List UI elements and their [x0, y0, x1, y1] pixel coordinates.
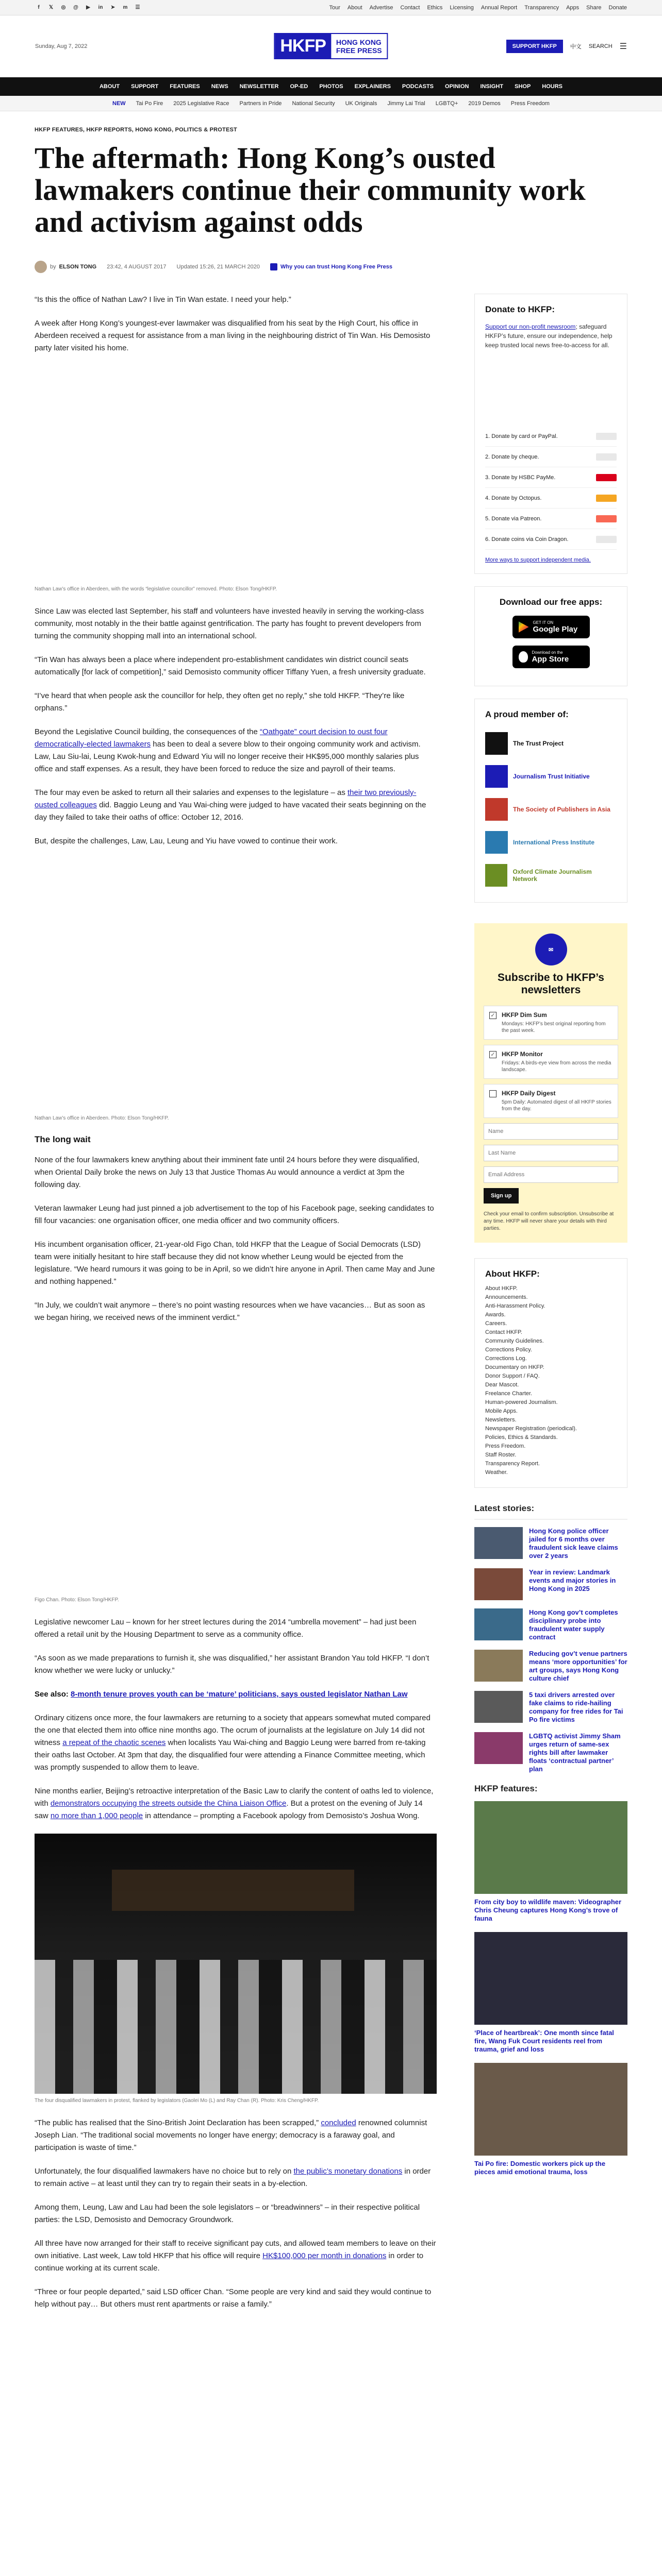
paragraph: Among them, Leung, Law and Lau had been the sole legislators – or “breadwinners” – in their respective political parties: the LSD, Demosisto and Democracy Groundwork.	[35, 2203, 420, 2224]
google-play-button[interactable]: GET IT ON Google Play	[512, 616, 590, 638]
see-also-link[interactable]: 8-month tenure proves youth can be ‘mature’ politicians, says ousted legislator Nathan Law	[71, 1690, 408, 1699]
hk100000-link[interactable]: HK$100,000 per month in donations	[262, 2251, 387, 2260]
about-link[interactable]: Announcements.	[485, 1294, 528, 1300]
logo-line1: HONG KONG	[336, 38, 382, 46]
nav-item[interactable]: EXPLAINERS	[354, 83, 391, 90]
story-title: Reducing gov’t venue partners means ‘more opportunities’ for art groups, says Hong Kong culture chief	[529, 1650, 627, 1682]
article-categories[interactable]: HKFP FEATURES, HKFP REPORTS, HONG KONG, POLITICS & PROTEST	[35, 127, 237, 133]
top-link[interactable]: Licensing	[450, 4, 474, 11]
donate-title: Donate to HKFP:	[485, 304, 555, 314]
trust-icon	[270, 263, 277, 270]
story-thumbnail	[474, 1568, 523, 1600]
newsletter-option[interactable]	[484, 1045, 618, 1079]
donations-link[interactable]: the public’s monetary donations	[293, 2167, 403, 2176]
about-link[interactable]: Human-powered Journalism.	[485, 1399, 558, 1405]
story-title: LGBTQ activist Jimmy Sham urges return of same-sex rights bill after lawmaker floats ‘contractual partner’ plan	[529, 1732, 621, 1773]
published-date: 23:42, 4 AUGUST 2017	[107, 264, 167, 270]
donate-option[interactable]	[485, 509, 617, 529]
ousted-colleagues-link[interactable]: their two previously-ousted colleagues	[35, 788, 417, 809]
trending-link[interactable]: Partners in Pride	[239, 100, 282, 107]
donate-option[interactable]	[485, 488, 617, 509]
article-image-figo-chan	[35, 1335, 437, 1593]
instagram-icon[interactable]: ◎	[61, 5, 66, 10]
payment-icon	[596, 515, 617, 522]
payment-icon	[596, 453, 617, 461]
about-link[interactable]: Mobile Apps.	[485, 1408, 518, 1414]
image-caption: Nathan Law’s office in Aberdeen. Photo: Elson Tong/HKFP.	[35, 1115, 169, 1121]
about-link[interactable]: Press Freedom.	[485, 1443, 526, 1449]
story-thumbnail	[474, 1527, 523, 1559]
top-link[interactable]: Annual Report	[481, 4, 518, 11]
donate-option[interactable]	[485, 447, 617, 467]
apple-icon	[519, 651, 528, 663]
email-input[interactable]	[484, 1166, 618, 1183]
about-link[interactable]: Freelance Charter.	[485, 1391, 533, 1397]
paragraph: “As soon as we made preparations to furnish it, she was disqualified,” her assistant Brandon Yau told HKFP. “I don’t know whether we were lucky or unlucky.”	[35, 1654, 429, 1675]
feature-title[interactable]: ‘Place of heartbreak’: One month since fatal fire, Wang Fuk Court residents reel from trauma, grief and loss	[474, 2029, 614, 2053]
logo-mark: HKFP	[275, 34, 331, 58]
member-item[interactable]	[485, 727, 617, 760]
nav-item[interactable]: PHOTOS	[319, 83, 343, 90]
search-button[interactable]: SEARCH	[588, 43, 613, 49]
linkedin-icon[interactable]: in	[98, 5, 103, 10]
donate-option-label: 5. Donate via Patreon.	[485, 515, 542, 522]
about-link[interactable]: Community Guidelines.	[485, 1338, 544, 1344]
trust-link[interactable]	[270, 263, 392, 270]
story-item[interactable]	[474, 1691, 627, 1724]
protest-count-link[interactable]: no more than 1,000 people	[50, 1811, 143, 1820]
about-title: About HKFP:	[485, 1269, 540, 1279]
newsletter-checkbox[interactable]: ✓	[489, 1051, 496, 1058]
newsletter-box	[474, 923, 627, 1243]
top-links	[329, 5, 627, 11]
member-logo-icon	[485, 732, 508, 755]
about-link[interactable]: Weather.	[485, 1469, 508, 1476]
trending-link[interactable]: Jimmy Lai Trial	[387, 100, 425, 107]
youtube-icon[interactable]: ▶	[86, 5, 90, 10]
story-thumbnail	[474, 1650, 523, 1682]
nav-item[interactable]: HOURS	[542, 83, 563, 90]
member-list	[485, 727, 617, 892]
member-item[interactable]	[485, 826, 617, 859]
member-box	[474, 699, 627, 903]
content-area	[35, 294, 627, 2576]
about-box	[474, 1258, 627, 1488]
logo-line2: FREE PRESS	[336, 46, 382, 55]
trending-link[interactable]: 2019 Demos	[468, 100, 501, 107]
about-link[interactable]: Transparency Report.	[485, 1461, 540, 1467]
newsletter-desc: 5pm Daily: Automated digest of all HKFP stories from the day.	[502, 1099, 611, 1112]
trending-link[interactable]: Press Freedom	[510, 100, 550, 107]
see-also: See also: 8-month tenure proves youth can be ‘mature’ politicians, says ousted legislator Nathan Law	[35, 1690, 408, 1699]
top-link[interactable]: Contact	[400, 4, 420, 11]
newsletter-icon: ✉	[535, 934, 567, 965]
story-thumbnail	[474, 1732, 523, 1764]
logo-text	[331, 36, 387, 57]
features-box	[474, 1784, 627, 2176]
chaotic-scenes-link[interactable]: a repeat of the chaotic scenes	[62, 1738, 166, 1747]
story-item[interactable]	[474, 1732, 627, 1773]
paragraph: “Tin Wan has always been a place where independent pro-establishment candidates win district council seats automatically [for lack of competition],” said Demosisto community officer Tiffany Yuen, a fresh university graduate.	[35, 655, 426, 676]
donate-option-label: 1. Donate by card or PayPal.	[485, 433, 558, 439]
nav-item[interactable]: PODCASTS	[402, 83, 434, 90]
signup-button[interactable]: Sign up	[484, 1188, 519, 1204]
site-logo[interactable]	[274, 33, 388, 59]
paragraph: All three have now arranged for their staff to receive significant pay cuts, and allowed team members to leave on their own initiative. Last week, Law told HKFP that his office will require HK$100,000 per month in donations in order to continue working at its current scale.	[35, 2239, 436, 2273]
header-date: Sunday, Aug 7, 2022	[35, 43, 88, 49]
newsletter-note: Check your email to confirm subscription. Unsubscribe at any time. HKFP will never share your details with third parties.	[484, 1211, 614, 1231]
about-link[interactable]: Documentary on HKFP.	[485, 1364, 544, 1370]
top-link[interactable]: Donate	[608, 4, 627, 11]
donate-option-label: 4. Donate by Octopus.	[485, 495, 542, 501]
donate-option-label: 6. Donate coins via Coin Dragon.	[485, 536, 569, 543]
google-play-icon	[519, 621, 529, 633]
about-link[interactable]: Corrections Policy.	[485, 1347, 532, 1353]
about-link[interactable]: Staff Roster.	[485, 1452, 517, 1458]
trending-nav	[0, 96, 662, 111]
donate-option-label: 3. Donate by HSBC PayMe.	[485, 474, 556, 481]
top-link[interactable]: Transparency	[524, 4, 559, 11]
top-link[interactable]: Advertise	[369, 4, 393, 11]
latest-title: Latest stories:	[474, 1503, 627, 1520]
member-title: A proud member of:	[485, 709, 569, 719]
paragraph: Ordinary citizens once more, the four lawmakers are returning to a society that appears somewhat muted compared the one that elected them into office nine months ago. The ocrum of journalists at the legislature on July 14 did not witness a repeat of the chaotic scenes when localists Yau Wai-ching and Baggio Leung were barred from re-taking their oaths last October. At 3pm that day, the disqualified four were attending a Finance Committee meeting, which was promptly suspended to allow them to leave.	[35, 1714, 431, 1772]
member-name: Journalism Trust Initiative	[513, 773, 590, 780]
paragraph: None of the four lawmakers knew anything about their imminent fate until 24 hours before they were disqualified, when Oriental Daily broke the news on July 13 that Justice Thomas Au would announce a verdict at 3pm the following day.	[35, 1156, 420, 1189]
trust-label: Why you can trust Hong Kong Free Press	[280, 264, 392, 270]
story-item[interactable]	[474, 1650, 627, 1683]
article-title: The aftermath: Hong Kong’s ousted lawmakers continue their community work and activism against odds	[35, 141, 586, 239]
feature-image[interactable]	[474, 2063, 627, 2156]
newsletter-options	[484, 1006, 618, 1118]
trending-link[interactable]: National Security	[292, 100, 335, 107]
story-thumbnail	[474, 1608, 523, 1640]
story-title: 5 taxi drivers arrested over fake claims to ride-hailing company for free rides for Tai Po fire victims	[529, 1691, 623, 1723]
concluded-link[interactable]: concluded	[321, 2119, 356, 2127]
story-item[interactable]	[474, 1568, 627, 1600]
image-caption: Figo Chan. Photo: Elson Tong/HKFP.	[35, 1597, 119, 1603]
paragraph: Beyond the Legislative Council building, the consequences of the “Oathgate” court decision to oust four democratically-elected lawmakers has been to deal a severe blow to their ongoing community work and activism. Law, Lau Siu-lai, Leung Kwok-hung and Edward Yiu will no longer receive their HK$95,000 monthly salaries plus office and staff expenses. As a result, they have been forced to reduce the size and payroll of their teams.	[35, 727, 421, 773]
new-label: NEW	[112, 100, 126, 107]
trending-link[interactable]: Tai Po Fire	[136, 100, 163, 107]
nav-item[interactable]: OPINION	[445, 83, 469, 90]
paragraph: Unfortunately, the four disqualified lawmakers have no choice but to rely on the public’s monetary donations in order to remain active – at least until they can try to regain their seats in a by-election.	[35, 2167, 431, 2188]
paragraph: “Three or four people departed,” said LSD officer Chan. “Some people are very kind and said they would continue to help without pay… But others must rent apartments or raise a family.”	[35, 2287, 432, 2309]
member-logo-icon	[485, 765, 508, 788]
features-title: HKFP features:	[474, 1784, 538, 1793]
sidebar	[474, 294, 627, 2185]
paragraph: Veteran lawmaker Leung had just pinned a job advertisement to the top of his Facebook page, seeking candidates to fill four vacancies: one organisation officer, one media officer and two community officers.	[35, 1204, 434, 1225]
member-logo-icon	[485, 864, 507, 887]
latest-stories	[474, 1503, 627, 1773]
top-utility-bar	[0, 0, 662, 15]
threads-icon[interactable]: @	[73, 5, 78, 10]
updated-date: Updated 15:26, 21 MARCH 2020	[176, 264, 260, 270]
payment-icon	[596, 433, 617, 440]
nav-item[interactable]: NEWSLETTER	[239, 83, 279, 90]
section-heading: The long wait	[35, 1134, 91, 1144]
newsletter-name: HKFP Monitor	[502, 1050, 543, 1058]
about-link[interactable]: Corrections Log.	[485, 1355, 527, 1362]
about-link[interactable]: Careers.	[485, 1320, 507, 1327]
story-title: Hong Kong gov’t completes disciplinary probe into fraudulent water supply contract	[529, 1608, 618, 1641]
donate-text: Support our non-profit newsroom; safeguard HKFP’s future, ensure our independence, help keep trusted local news free-to-access for all.	[485, 323, 613, 349]
donate-option[interactable]	[485, 426, 617, 447]
apps-title: Download our free apps:	[499, 597, 603, 607]
header-actions	[506, 40, 627, 53]
paragraph: “I’ve heard that when people ask the councillor for help, they often get no reply,” she told HKFP. “They’re like orphans.”	[35, 691, 405, 713]
donate-box	[474, 294, 627, 574]
member-item[interactable]	[485, 859, 617, 892]
newsletter-option[interactable]	[484, 1084, 618, 1118]
paragraph: “The public has realised that the Sino-British Joint Declaration has been scrapped,” concluded renowned columnist Joseph Lian. “The traditional social movements no longer have energy; democracy is a faraway goal, and participation is waste of time.”	[35, 2119, 427, 2152]
nav-item[interactable]: INSIGHT	[480, 83, 504, 90]
member-name: The Trust Project	[513, 740, 564, 747]
feature-title[interactable]: From city boy to wildlife maven: Videographer Chris Cheung captures Hong Kong’s trove of fauna	[474, 1898, 622, 1922]
article-image-protest	[35, 1834, 437, 2094]
newsletter-title: Subscribe to HKFP’s newsletters	[498, 972, 604, 996]
story-title: Year in review: Landmark events and major stories in Hong Kong in 2025	[529, 1568, 616, 1592]
top-link[interactable]: Share	[586, 4, 602, 11]
top-link[interactable]: About	[347, 4, 362, 11]
feature-title[interactable]: Tai Po fire: Domestic workers pick up the pieces amid emotional trauma, loss	[474, 2160, 606, 2176]
member-logo-icon	[485, 831, 508, 854]
last-name-input[interactable]	[484, 1145, 618, 1161]
newsletter-checkbox[interactable]: ✓	[489, 1012, 496, 1019]
more-ways-link[interactable]: More ways to support independent media.	[485, 557, 591, 563]
paragraph: Since Law was elected last September, his staff and volunteers have invested heavily in serving the working-class community, most notably in the their battle against gentrification. The party has fought to prevent developers from turning the community shopping mall into an international school.	[35, 607, 424, 640]
nav-item[interactable]: NEWS	[211, 83, 228, 90]
about-link[interactable]: Awards.	[485, 1312, 506, 1318]
mastodon-icon[interactable]: m	[123, 5, 128, 10]
header-date-weather	[35, 43, 205, 49]
author-link[interactable]: ELSON TONG	[59, 264, 97, 270]
main-nav	[0, 77, 662, 96]
about-link[interactable]: Policies, Ethics & Standards.	[485, 1434, 558, 1440]
about-list	[485, 1284, 617, 1477]
paragraph: But, despite the challenges, Law, Lau, Leung and Yiu have vowed to continue their work.	[35, 837, 338, 845]
member-item[interactable]	[485, 760, 617, 793]
paragraph: The four may even be asked to return all their salaries and expenses to the legislature – as their two previously-ousted colleagues did. Baggio Leung and Yau Wai-ching were judged to have vacated their seats beginning on the day they failed to take their oaths of office: October 12, 2016.	[35, 788, 426, 822]
story-thumbnail	[474, 1691, 523, 1723]
image-caption: Nathan Law’s office in Aberdeen, with the words “legislative councillor” removed. Photo: Elson Tong/HKFP.	[35, 586, 277, 592]
about-link[interactable]: Newsletters.	[485, 1417, 517, 1423]
about-link[interactable]: Dear Mascot.	[485, 1382, 519, 1388]
author-prefix: by	[50, 264, 56, 270]
member-logo-icon	[485, 798, 508, 821]
paragraph: “In July, we couldn’t wait anymore – there’s no point wasting resources when we have vacancies… But as soon as we began hiring, we received news of the imminent verdict.”	[35, 1301, 425, 1322]
donate-graphic	[485, 359, 617, 426]
story-title: Hong Kong police officer jailed for 6 months over fraudulent sick leave claims over 2 years	[529, 1527, 618, 1560]
feature-image[interactable]	[474, 1801, 627, 1894]
app-store-button[interactable]: Download on the App Store	[512, 646, 590, 668]
top-link[interactable]: Ethics	[427, 4, 443, 11]
article-image-office	[35, 366, 437, 582]
site-header	[0, 15, 662, 77]
donate-option[interactable]	[485, 467, 617, 488]
payment-icon	[596, 495, 617, 502]
about-link[interactable]: Anti-Harassment Policy.	[485, 1303, 545, 1309]
about-link[interactable]: About HKFP.	[485, 1285, 518, 1292]
nav-item[interactable]: FEATURES	[170, 83, 200, 90]
article-body	[35, 294, 437, 2322]
story-item[interactable]	[474, 1527, 627, 1560]
rss-icon[interactable]: ☰	[135, 5, 140, 10]
donate-option[interactable]	[485, 529, 617, 550]
apps-box	[474, 586, 627, 686]
trending-link[interactable]: LGBTQ+	[435, 100, 458, 107]
payment-icon	[596, 474, 617, 481]
donate-link[interactable]: Support our non-profit newsroom	[485, 323, 576, 330]
paragraph: “Is this the office of Nathan Law? I live in Tin Wan estate. I need your help.”	[35, 295, 291, 304]
newsletter-option[interactable]	[484, 1006, 618, 1040]
about-link[interactable]: Contact HKFP.	[485, 1329, 522, 1335]
oathgate-link[interactable]: “Oathgate” court decision to oust four democratically-elected lawmakers	[35, 727, 388, 749]
article-wrapper	[35, 127, 627, 2576]
nav-item[interactable]: SHOP	[515, 83, 531, 90]
trending-link[interactable]: 2025 Legislative Race	[173, 100, 229, 107]
member-name: International Press Institute	[513, 839, 595, 846]
nav-item[interactable]: ABOUT	[99, 83, 120, 90]
newsletter-name: HKFP Dim Sum	[502, 1011, 547, 1019]
feature-image[interactable]	[474, 1932, 627, 2025]
about-link[interactable]: Newspaper Registration (periodical).	[485, 1426, 577, 1432]
newsletter-checkbox[interactable]	[489, 1090, 496, 1097]
donate-option-label: 2. Donate by cheque.	[485, 453, 539, 460]
paragraph: Nine months earlier, Beijing’s retroactive interpretation of the Basic Law to clarify the content of oaths led to violence, with demonstrators occupying the streets outside the China Liaison Office. But a protest on the evening of July 14 saw no more than 1,000 people in attendance – prompting a Facebook apology from Demosisto’s Joshua Wong.	[35, 1787, 434, 1820]
liaison-office-link[interactable]: demonstrators occupying the streets outside the China Liaison Office	[50, 1799, 287, 1808]
telegram-icon[interactable]: ➤	[110, 5, 115, 10]
paragraph: His incumbent organisation officer, 21-year-old Figo Chan, told HKFP that the League of Social Democrats (LSD) team were initially hesitant to hire staff because they did not know whether Leung would be ejected from the legislature. “We heard rumours it was going to be in April, so we didn’t hire anyone in April. Then came May and June and nothing happened.”	[35, 1240, 435, 1286]
support-hkfp-button[interactable]: SUPPORT HKFP	[506, 40, 563, 53]
member-name: The Society of Publishers in Asia	[513, 806, 610, 813]
newsletter-desc: Mondays: HKFP’s best original reporting from the past week.	[502, 1021, 606, 1033]
author-avatar	[35, 261, 47, 273]
paragraph: A week after Hong Kong’s youngest-ever lawmaker was disqualified from his seat by the High Court, his office in Aberdeen received a request for assistance from a man living in the neighbouring district of Tin Wan. His Demosisto party later visited his home.	[35, 319, 431, 352]
about-link[interactable]: Donor Support / FAQ.	[485, 1373, 540, 1379]
twitter-icon[interactable]: 𝕏	[48, 5, 54, 10]
chinese-language-link[interactable]: 中文	[570, 44, 582, 50]
nav-item[interactable]: OP-ED	[290, 83, 308, 90]
article-byline	[35, 261, 627, 273]
image-caption: The four disqualified lawmakers in protest, flanked by legislators (Gaolei Mo (L) and Ray Chan (R). Photo: Kris Cheng/HKFP.	[35, 2098, 319, 2104]
social-links	[35, 4, 141, 11]
payment-icon	[596, 536, 617, 543]
newsletter-name: HKFP Daily Digest	[502, 1090, 556, 1097]
story-item[interactable]	[474, 1608, 627, 1641]
top-link[interactable]: Tour	[329, 4, 340, 11]
nav-item[interactable]: SUPPORT	[131, 83, 159, 90]
top-link[interactable]: Apps	[566, 4, 580, 11]
paragraph: Legislative newcomer Lau – known for her street lectures during the 2014 “umbrella movement” – had just been offered a retail unit by the Housing Department to serve as a community office.	[35, 1618, 417, 1639]
donate-options	[485, 426, 617, 550]
member-name: Oxford Climate Journalism Network	[512, 868, 592, 883]
member-item[interactable]	[485, 793, 617, 826]
article-image-office-2	[35, 859, 437, 1111]
facebook-icon[interactable]: f	[38, 5, 40, 10]
first-name-input[interactable]	[484, 1123, 618, 1140]
trending-link[interactable]: UK Originals	[345, 100, 377, 107]
menu-icon[interactable]: ☰	[619, 42, 627, 51]
newsletter-desc: Fridays: A birds-eye view from across the media landscape.	[502, 1060, 611, 1073]
